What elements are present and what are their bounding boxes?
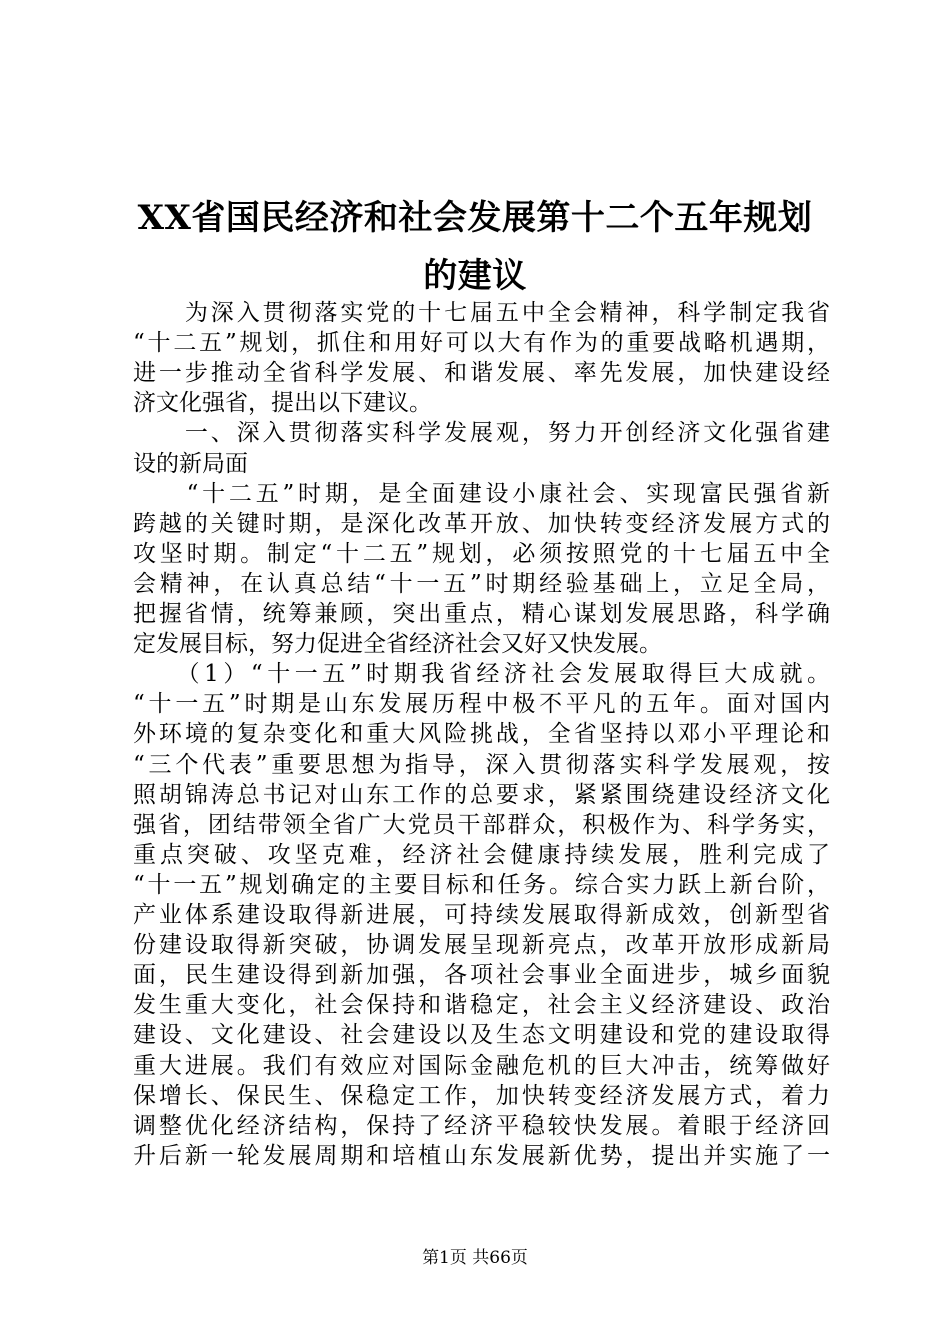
body-text-line: 强省，团结带领全省广大党员干部群众，积极作为、科学务实， bbox=[133, 812, 830, 838]
body-text-line: 保增长、保民生、保稳定工作，加快转变经济发展方式，着力 bbox=[133, 1083, 830, 1109]
body-text-line: 面，民生建设得到新加强，各项社会事业全面进步，城乡面貌 bbox=[133, 962, 830, 988]
body-text-line: 外环境的复杂变化和重大风险挑战，全省坚持以邓小平理论和 bbox=[133, 721, 830, 747]
body-text-line: 发生重大变化，社会保持和谐稳定，社会主义经济建设、政治 bbox=[133, 992, 830, 1018]
page-footer: 第1页 共66页 bbox=[422, 1248, 528, 1268]
body-text-line: 攻坚时期。制定“十二五”规划，必须按照党的十七届五中全 bbox=[133, 541, 830, 567]
body-text-line: 会精神，在认真总结“十一五”时期经验基础上，立足全局， bbox=[133, 571, 830, 597]
body-text-line: “十二五”时期，是全面建设小康社会、实现富民强省新 bbox=[133, 481, 830, 507]
body-text-line: 升后新一轮发展周期和培植山东发展新优势，提出并实施了一 bbox=[133, 1143, 830, 1169]
body-text-line: “十一五”规划确定的主要目标和任务。综合实力跃上新台阶， bbox=[133, 872, 830, 898]
body-text-line: “三个代表”重要思想为指导，深入贯彻落实科学发展观，按 bbox=[133, 752, 830, 778]
body-text-line: 重点突破、攻坚克难，经济社会健康持续发展，胜利完成了 bbox=[133, 842, 830, 868]
document-title-line-2: 的建议 bbox=[423, 256, 527, 296]
body-text-line: 进一步推动全省科学发展、和谐发展、率先发展，加快建设经 bbox=[133, 360, 830, 386]
body-text-line: （1）“十一五”时期我省经济社会发展取得巨大成就。 bbox=[133, 661, 830, 687]
body-text-line: “十一五”时期是山东发展历程中极不平凡的五年。面对国内 bbox=[133, 691, 830, 717]
body-text-line: 把握省情，统筹兼顾，突出重点，精心谋划发展思路，科学确 bbox=[133, 601, 830, 627]
body-text-line: 为深入贯彻落实党的十七届五中全会精神，科学制定我省 bbox=[133, 300, 830, 326]
body-text-line: 产业体系建设取得新进展，可持续发展取得新成效，创新型省 bbox=[133, 902, 830, 928]
body-text-line: 一、深入贯彻落实科学发展观，努力开创经济文化强省建 bbox=[133, 420, 830, 446]
body-text-line: 济文化强省，提出以下建议。 bbox=[133, 390, 432, 416]
body-text-line: 定发展目标，努力促进全省经济社会又好又快发展。 bbox=[133, 631, 662, 657]
body-text-line: 设的新局面 bbox=[133, 451, 248, 477]
body-text-line: “十二五”规划，抓住和用好可以大有作为的重要战略机遇期， bbox=[133, 330, 830, 356]
body-text-line: 调整优化经济结构，保持了经济平稳较快发展。着眼于经济回 bbox=[133, 1113, 830, 1139]
body-text-line: 建设、文化建设、社会建设以及生态文明建设和党的建设取得 bbox=[133, 1022, 830, 1048]
document-title-line-1: XX省国民经济和社会发展第十二个五年规划 bbox=[137, 198, 813, 238]
body-text-line: 份建设取得新突破，协调发展呈现新亮点，改革开放形成新局 bbox=[133, 932, 830, 958]
body-text-line: 重大进展。我们有效应对国际金融危机的巨大冲击，统筹做好 bbox=[133, 1053, 830, 1079]
body-text-line: 照胡锦涛总书记对山东工作的总要求，紧紧围绕建设经济文化 bbox=[133, 782, 830, 808]
body-text-line: 跨越的关键时期，是深化改革开放、加快转变经济发展方式的 bbox=[133, 511, 830, 537]
